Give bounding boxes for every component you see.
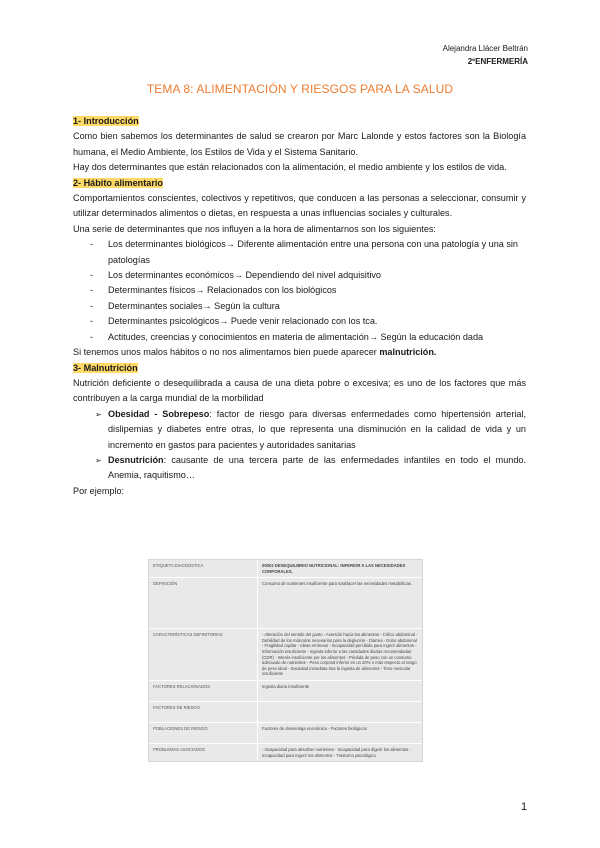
bold-term: Desnutrición <box>108 454 164 465</box>
bold-term: malnutrición. <box>379 347 437 358</box>
list-item: ➢ Desnutrición: causante de una tercera parte de las enfermedades infantiles en todo el mundo. Anemia, raquitismo… <box>108 453 526 484</box>
paragraph: Si tenemos unos malos hábitos o no nos alimentamos bien puede aparecer malnutrición. <box>73 347 437 358</box>
table-row <box>149 680 422 701</box>
list-item: - Los determinantes económicos→ Dependiendo del nivel adquisitivo <box>108 268 526 283</box>
list-item: - Determinantes sociales→ Según la cultura <box>108 299 526 314</box>
paragraph: Una serie de determinantes que nos influyen a la hora de alimentarnos son los siguientes: <box>73 223 436 234</box>
table-cell-label: PROBLEMAS ASOCIADOS <box>153 746 205 752</box>
nursing-diagnosis-table <box>148 559 423 762</box>
table-cell-value: - Incapacidad para absorber nutrientes - Incapacidad para digerir los alimentos - Incapacidad para ingerir los alimentos - Trastorno psicológico <box>257 744 422 761</box>
table-cell-label: ETIQUETA DIAGNÓSTICA <box>153 563 204 568</box>
determinants-list <box>73 237 526 345</box>
section-heading-habito: 2- Hábito alimentario <box>73 177 163 188</box>
table-cell-label: FACTORES RELACIONADOS <box>153 683 210 689</box>
section-heading-malnutricion: 3- Malnutrición <box>73 362 138 373</box>
table-cell-label: POBLACIONES DE RIESGO <box>153 725 208 731</box>
table-row <box>149 628 422 680</box>
page-number: 1 <box>521 801 528 813</box>
table-cell-label: FACTORES DE RIESGO <box>153 704 200 710</box>
bold-term: Obesidad - Sobrepeso <box>108 408 210 419</box>
document-body <box>73 114 526 499</box>
table-cell-value <box>257 702 422 722</box>
malnutrition-list <box>73 407 526 484</box>
paragraph: Comportamientos conscientes, colectivos y repetitivos, que conducen a las personas a seleccionar, consumir y utilizar determinados alimentos o dietas, en respuesta a unas influencias sociales y culturales. <box>73 193 526 219</box>
table-row <box>149 743 422 761</box>
table-row <box>149 577 422 628</box>
paragraph: Como bien sabemos los determinantes de salud se crearon por Marc Lalonde y estos factores son la Biología humana, el Medio Ambiente, los Estilos de Vida y el Sistema Sanitario. <box>73 131 526 157</box>
table-cell-label: DEFINICIÓN <box>153 581 178 587</box>
page-title: TEMA 8: ALIMENTACIÓN Y RIESGOS PARA LA SALUD <box>146 82 454 96</box>
table-cell-label: CARACTERÍSTICAS DEFINITORIAS <box>153 632 223 638</box>
paragraph: Por ejemplo: <box>73 485 125 496</box>
paragraph: Nutrición deficiente o desequilibrada a causa de una dieta pobre o excesiva; es uno de los factores que más contribuyen a la carga mundial de la morbilidad <box>73 377 526 404</box>
course-label: 2ºENFERMERÍA <box>467 57 528 66</box>
table-row <box>149 701 422 722</box>
list-item: - Los determinantes biológicos→ Diferente alimentación entre una persona con una patología y una sin patologías <box>108 237 526 268</box>
list-item: - Determinantes psicológicos→ Puede venir relacionado con los tca. <box>108 314 526 329</box>
paragraph: Hay dos determinantes que están relacionados con la alimentación, el medio ambiente y los estilos de vida. <box>73 162 507 173</box>
list-item: ➢ Obesidad - Sobrepeso: factor de riesgo para diversas enfermedades como hipertensión arterial, dislipemias y diabetes entre otras, lo que representa una disminución en la calidad de vida y un incremento en gastos para pacientes y autoridades sanitarias <box>108 407 526 453</box>
table-row <box>149 560 422 577</box>
table-cell-value: Ingesta diaria insuficiente <box>257 681 422 701</box>
list-item: - Determinantes físicos→ Relacionados con los biológicos <box>108 283 526 298</box>
table-row <box>149 722 422 743</box>
list-item: - Actitudes, creencias y conocimientos en materia de alimentación→ Según la educación dada <box>108 330 526 345</box>
author-name: Alejandra Llácer Beltrán <box>442 44 528 53</box>
section-heading-introduccion: 1- Introducción <box>73 116 139 126</box>
table-cell-value: 00002 DESEQUILIBRIO NUTRICIONAL: INFERIOR A LAS NECESIDADES CORPORALES. <box>257 560 422 577</box>
table-cell-value: Consumo de nutrientes insuficiente para satisfacer las necesidades metabólicas. <box>257 578 422 628</box>
table-cell-value: Factores de desventaja económica - Factores biológicos <box>257 723 422 743</box>
table-cell-value: - Alteración del sentido del gusto - Aversión hacia los alimentos - Cólico abdominal - Debilidad de los músculos necesarios para la deglución - Diarrea - Dolor abdominal - Fragilidad capilar - Ideas erróneas - Incapacidad percibida para ingerir alimentos - Información insuficiente - Ingesta inferior a las cantidades diarias recomendadas (CDR) - Interés insuficiente por los alimentos - Pérdida de peso con un consumo adecuado de nutrientes - Peso corporal inferior en un 20% o más respecto al rango de peso ideal - Saciedad inmediata tras la ingesta de alimentos - Tono muscular insuficiente <box>257 629 422 680</box>
